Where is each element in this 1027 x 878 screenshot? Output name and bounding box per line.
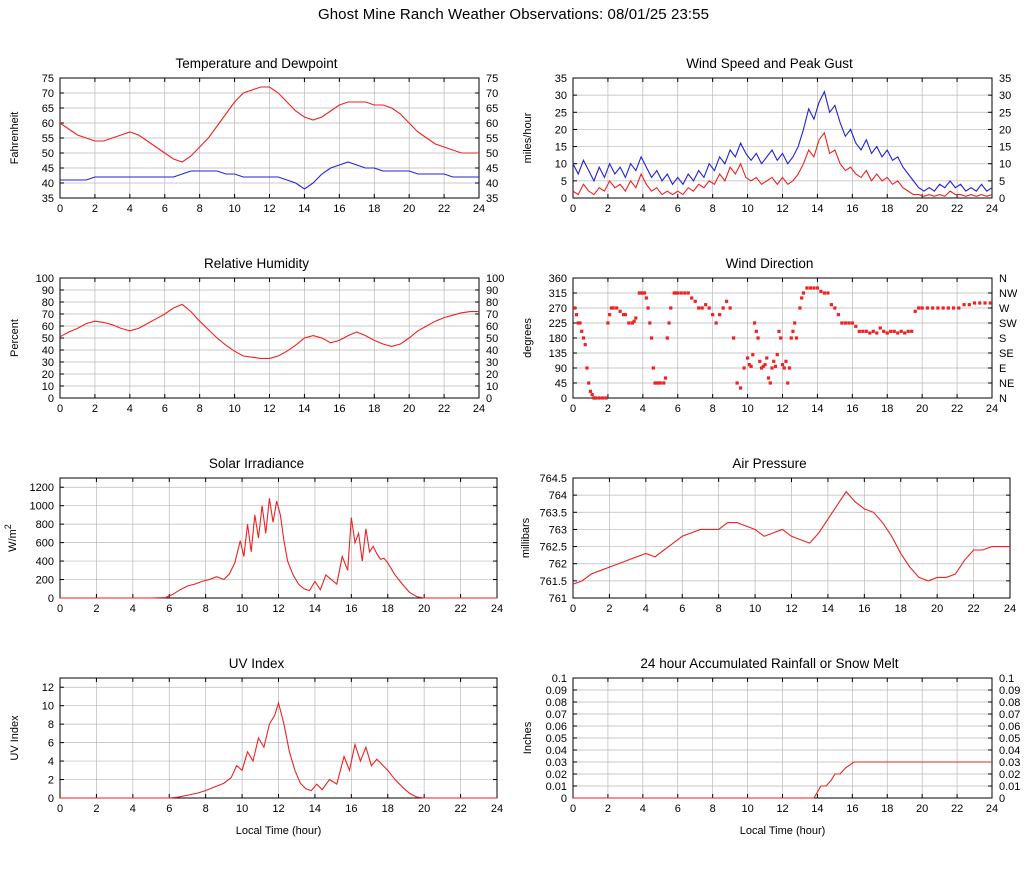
svg-text:15: 15 [999, 141, 1012, 154]
svg-text:24: 24 [985, 203, 999, 215]
svg-text:15: 15 [554, 141, 567, 154]
svg-text:S: S [999, 333, 1007, 345]
svg-text:12: 12 [263, 203, 276, 215]
svg-text:2: 2 [604, 203, 611, 215]
svg-text:22: 22 [950, 203, 964, 215]
svg-text:10: 10 [486, 381, 499, 393]
svg-text:UV Index: UV Index [9, 715, 21, 761]
svg-text:16: 16 [333, 203, 346, 215]
svg-text:20: 20 [403, 403, 416, 415]
svg-text:0: 0 [56, 803, 64, 815]
svg-text:8: 8 [715, 603, 722, 615]
svg-text:0: 0 [560, 193, 567, 205]
svg-text:45: 45 [41, 163, 54, 175]
svg-text:50: 50 [41, 148, 54, 160]
svg-text:0.07: 0.07 [545, 709, 567, 721]
svg-text:6: 6 [674, 803, 681, 815]
svg-text:10: 10 [741, 203, 754, 215]
panel-rain [513, 630, 1026, 842]
svg-text:8: 8 [196, 403, 203, 415]
svg-text:20: 20 [486, 369, 499, 381]
svg-text:20: 20 [403, 203, 416, 215]
svg-text:12: 12 [785, 603, 798, 615]
svg-text:1200: 1200 [29, 482, 54, 495]
svg-text:763.5: 763.5 [539, 507, 567, 520]
svg-text:0: 0 [486, 393, 493, 405]
svg-text:800: 800 [35, 519, 54, 532]
svg-text:0.04: 0.04 [999, 745, 1021, 757]
svg-text:6: 6 [47, 737, 54, 750]
svg-text:6: 6 [674, 203, 681, 215]
svg-text:2: 2 [93, 803, 100, 815]
svg-text:100: 100 [35, 273, 54, 285]
svg-text:0: 0 [56, 603, 64, 615]
svg-text:4: 4 [126, 403, 133, 415]
svg-text:12: 12 [41, 682, 54, 695]
svg-text:2: 2 [47, 774, 54, 787]
svg-text:NE: NE [999, 378, 1015, 390]
svg-text:75: 75 [41, 73, 54, 85]
svg-text:60: 60 [41, 321, 54, 333]
svg-text:24: 24 [985, 803, 999, 815]
panel-humidity [0, 230, 513, 442]
svg-text:270: 270 [548, 303, 567, 315]
svg-text:0.08: 0.08 [999, 697, 1021, 709]
svg-text:14: 14 [811, 403, 824, 415]
svg-text:764: 764 [548, 490, 567, 503]
svg-text:4: 4 [47, 756, 54, 769]
svg-text:360: 360 [548, 273, 567, 285]
svg-text:1000: 1000 [29, 500, 54, 513]
svg-text:20: 20 [554, 124, 567, 137]
svg-text:0.01: 0.01 [545, 781, 567, 793]
svg-text:12: 12 [272, 803, 285, 815]
panel-title-wind-direction: Wind Direction [725, 256, 814, 271]
svg-text:0.03: 0.03 [999, 757, 1021, 769]
svg-text:30: 30 [554, 90, 567, 103]
svg-text:20: 20 [916, 403, 929, 415]
svg-text:10: 10 [235, 603, 249, 615]
svg-text:0.05: 0.05 [545, 733, 567, 745]
svg-text:20: 20 [418, 803, 431, 815]
svg-text:55: 55 [41, 133, 54, 145]
svg-text:W/m2: $W/m^2$ [3, 524, 19, 552]
svg-text:8: 8 [196, 203, 203, 215]
svg-text:50: 50 [486, 333, 499, 345]
svg-text:0: 0 [47, 793, 54, 805]
svg-text:0: 0 [999, 193, 1006, 205]
svg-text:35: 35 [486, 193, 499, 205]
svg-text:45: 45 [486, 163, 499, 175]
svg-text:14: 14 [298, 203, 311, 215]
svg-text:100: 100 [486, 273, 505, 285]
svg-text:W: W [999, 303, 1010, 315]
panel-title-uv: UV Index [228, 656, 285, 671]
svg-text:20: 20 [41, 369, 54, 381]
svg-text:18: 18 [368, 403, 381, 415]
svg-text:18: 18 [881, 803, 894, 815]
svg-text:10: 10 [748, 603, 762, 615]
svg-text:24: 24 [472, 403, 486, 415]
svg-text:0: 0 [47, 393, 54, 405]
svg-text:22: 22 [950, 803, 964, 815]
svg-text:75: 75 [486, 73, 499, 85]
svg-text:SW: SW [999, 318, 1017, 330]
svg-text:25: 25 [554, 107, 567, 120]
svg-text:0: 0 [999, 793, 1006, 805]
svg-text:SE: SE [999, 348, 1014, 360]
svg-text:0: 0 [569, 403, 577, 415]
svg-text:10: 10 [41, 700, 54, 713]
svg-text:0.1: 0.1 [551, 673, 567, 685]
svg-text:2: 2 [604, 403, 611, 415]
svg-text:20: 20 [916, 203, 929, 215]
svg-text:65: 65 [41, 103, 54, 115]
svg-text:4: 4 [639, 403, 646, 415]
svg-text:0: 0 [569, 203, 577, 215]
svg-text:16: 16 [345, 603, 358, 615]
svg-text:40: 40 [41, 345, 54, 357]
svg-text:Fahrenheit: Fahrenheit [9, 111, 21, 165]
svg-text:0: 0 [560, 793, 567, 805]
svg-text:14: 14 [308, 603, 322, 615]
panel-uv [0, 630, 513, 842]
svg-text:22: 22 [454, 803, 467, 815]
svg-text:2: 2 [91, 203, 98, 215]
svg-text:22: 22 [437, 203, 451, 215]
svg-text:18: 18 [381, 803, 394, 815]
svg-text:80: 80 [486, 297, 499, 309]
svg-text:18: 18 [894, 603, 907, 615]
svg-text:6: 6 [166, 803, 173, 815]
svg-text:6: 6 [166, 603, 173, 615]
svg-text:0.04: 0.04 [545, 745, 567, 757]
svg-text:8: 8 [47, 719, 54, 732]
svg-text:70: 70 [486, 88, 499, 100]
svg-text:0.02: 0.02 [545, 769, 567, 781]
svg-text:315: 315 [548, 288, 567, 300]
svg-text:40: 40 [41, 178, 54, 190]
svg-text:4: 4 [639, 203, 646, 215]
svg-text:2: 2 [93, 603, 100, 615]
svg-text:30: 30 [999, 90, 1012, 103]
chart-grid [0, 30, 1027, 878]
svg-text:0.05: 0.05 [999, 733, 1021, 745]
svg-text:90: 90 [554, 363, 567, 375]
svg-text:14: 14 [298, 403, 311, 415]
svg-text:45: 45 [554, 378, 567, 390]
svg-text:30: 30 [486, 357, 499, 369]
svg-text:0.01: 0.01 [999, 781, 1021, 793]
svg-text:10: 10 [554, 158, 567, 171]
svg-text:0: 0 [47, 593, 54, 605]
svg-text:18: 18 [381, 603, 394, 615]
svg-text:24: 24 [1003, 603, 1017, 615]
plot-solar [0, 430, 513, 642]
svg-text:20: 20 [418, 603, 431, 615]
svg-text:762.5: 762.5 [539, 541, 567, 554]
svg-text:Percent: Percent [9, 319, 21, 357]
svg-text:10: 10 [741, 803, 754, 815]
svg-text:0.02: 0.02 [999, 769, 1021, 781]
svg-text:6: 6 [674, 403, 681, 415]
plot-wind-direction [513, 230, 1026, 442]
svg-text:2: 2 [91, 403, 98, 415]
svg-text:600: 600 [35, 537, 54, 550]
svg-text:18: 18 [881, 403, 894, 415]
plot-humidity [0, 230, 513, 442]
plot-uv [0, 630, 513, 842]
svg-text:0.08: 0.08 [545, 697, 567, 709]
svg-text:135: 135 [548, 348, 567, 360]
svg-text:Inches: Inches [522, 721, 534, 755]
svg-text:12: 12 [272, 603, 285, 615]
panel-title-wind-speed: Wind Speed and Peak Gust [686, 56, 853, 71]
svg-text:22: 22 [950, 403, 964, 415]
svg-text:12: 12 [776, 803, 789, 815]
svg-text:5: 5 [560, 175, 567, 188]
svg-text:0: 0 [56, 203, 64, 215]
svg-text:16: 16 [846, 803, 859, 815]
svg-text:50: 50 [486, 148, 499, 160]
svg-text:40: 40 [486, 178, 499, 190]
svg-text:E: E [999, 363, 1007, 375]
svg-text:0.06: 0.06 [999, 721, 1021, 733]
svg-text:180: 180 [548, 333, 567, 345]
svg-text:50: 50 [41, 333, 54, 345]
svg-text:14: 14 [811, 803, 824, 815]
svg-text:0: 0 [560, 393, 567, 405]
svg-text:NW: NW [999, 288, 1018, 300]
svg-text:16: 16 [846, 403, 859, 415]
svg-text:90: 90 [41, 285, 54, 297]
svg-text:25: 25 [999, 107, 1012, 120]
svg-text:10: 10 [741, 403, 754, 415]
svg-text:12: 12 [776, 403, 789, 415]
svg-text:8: 8 [709, 203, 716, 215]
plot-wind-speed [513, 30, 1026, 242]
svg-text:8: 8 [709, 803, 716, 815]
svg-text:30: 30 [41, 357, 54, 369]
svg-text:5: 5 [999, 175, 1006, 188]
svg-text:0.06: 0.06 [545, 721, 567, 733]
svg-text:22: 22 [437, 403, 451, 415]
svg-text:10: 10 [999, 158, 1012, 171]
panel-pressure [513, 430, 1026, 642]
svg-text:18: 18 [881, 203, 894, 215]
svg-text:200: 200 [35, 574, 54, 587]
svg-text:400: 400 [35, 556, 54, 569]
svg-text:4: 4 [129, 803, 136, 815]
svg-text:762: 762 [548, 558, 567, 571]
svg-text:degrees: degrees [522, 318, 534, 358]
svg-text:6: 6 [161, 403, 168, 415]
svg-text:0: 0 [56, 403, 64, 415]
svg-text:80: 80 [41, 297, 54, 309]
plot-pressure [513, 430, 1026, 642]
svg-text:10: 10 [235, 803, 249, 815]
svg-text:8: 8 [202, 803, 209, 815]
svg-text:16: 16 [345, 803, 358, 815]
panel-title-rain: 24 hour Accumulated Rainfall or Snow Melt [640, 656, 899, 671]
svg-text:2: 2 [604, 803, 611, 815]
svg-text:4: 4 [126, 203, 133, 215]
svg-text:6: 6 [679, 603, 686, 615]
svg-text:16: 16 [846, 203, 859, 215]
svg-text:20: 20 [916, 803, 929, 815]
svg-text:35: 35 [999, 73, 1012, 85]
panel-title-humidity: Relative Humidity [203, 256, 310, 271]
svg-text:35: 35 [41, 193, 54, 205]
svg-text:6: 6 [161, 203, 168, 215]
svg-text:4: 4 [129, 603, 136, 615]
svg-text:millibars: millibars [520, 517, 532, 559]
panel-solar [0, 430, 513, 642]
plot-temperature [0, 30, 513, 242]
svg-text:225: 225 [548, 318, 567, 330]
svg-text:24: 24 [490, 603, 504, 615]
svg-text:10: 10 [228, 403, 241, 415]
svg-text:0.09: 0.09 [545, 685, 567, 697]
svg-text:N: N [999, 273, 1007, 285]
svg-text:4: 4 [642, 603, 649, 615]
svg-text:60: 60 [41, 118, 54, 130]
svg-text:0: 0 [569, 603, 577, 615]
page-title: Ghost Mine Ranch Weather Observations: 08/01/25 23:55 [317, 6, 710, 23]
svg-text:10: 10 [228, 203, 241, 215]
svg-text:miles/hour: miles/hour [522, 112, 534, 164]
plot-rain [513, 630, 1026, 842]
svg-text:N: N [999, 393, 1007, 405]
svg-text:Local Time (hour): Local Time (hour) [235, 825, 322, 837]
panel-wind-direction [513, 230, 1026, 442]
svg-text:10: 10 [41, 381, 54, 393]
svg-text:761: 761 [548, 593, 567, 605]
svg-text:2: 2 [606, 603, 613, 615]
svg-text:12: 12 [263, 403, 276, 415]
svg-text:8: 8 [202, 603, 209, 615]
svg-text:Local Time (hour): Local Time (hour) [739, 825, 826, 837]
svg-text:24: 24 [472, 203, 486, 215]
svg-text:65: 65 [486, 103, 499, 115]
svg-text:20: 20 [931, 603, 944, 615]
svg-text:14: 14 [821, 603, 835, 615]
svg-text:761.5: 761.5 [539, 575, 567, 588]
panel-temperature [0, 30, 513, 242]
panel-wind-speed [513, 30, 1026, 242]
svg-text:20: 20 [999, 124, 1012, 137]
svg-text:35: 35 [554, 73, 567, 85]
svg-text:70: 70 [486, 309, 499, 321]
svg-text:0.03: 0.03 [545, 757, 567, 769]
svg-text:55: 55 [486, 133, 499, 145]
svg-text:763: 763 [548, 524, 567, 537]
svg-text:40: 40 [486, 345, 499, 357]
svg-text:16: 16 [333, 403, 346, 415]
svg-text:16: 16 [858, 603, 871, 615]
svg-text:8: 8 [709, 403, 716, 415]
svg-text:4: 4 [639, 803, 646, 815]
svg-text:22: 22 [454, 603, 467, 615]
svg-text:24: 24 [490, 803, 504, 815]
svg-text:60: 60 [486, 321, 499, 333]
svg-text:22: 22 [967, 603, 980, 615]
panel-title-solar: Solar Irradiance [208, 456, 305, 471]
svg-text:24: 24 [985, 403, 999, 415]
svg-text:0.07: 0.07 [999, 709, 1021, 721]
panel-title-pressure: Air Pressure [732, 456, 807, 471]
svg-text:0.09: 0.09 [999, 685, 1021, 697]
svg-text:764.5: 764.5 [539, 473, 567, 485]
svg-text:0: 0 [569, 803, 577, 815]
svg-text:0.1: 0.1 [999, 673, 1015, 685]
svg-text:60: 60 [486, 118, 499, 130]
svg-text:70: 70 [41, 88, 54, 100]
svg-text:14: 14 [308, 803, 322, 815]
svg-text:70: 70 [41, 309, 54, 321]
panel-title-temperature: Temperature and Dewpoint [175, 56, 338, 71]
svg-text:12: 12 [776, 203, 789, 215]
svg-text:90: 90 [486, 285, 499, 297]
svg-text:14: 14 [811, 203, 824, 215]
svg-text:18: 18 [368, 203, 381, 215]
